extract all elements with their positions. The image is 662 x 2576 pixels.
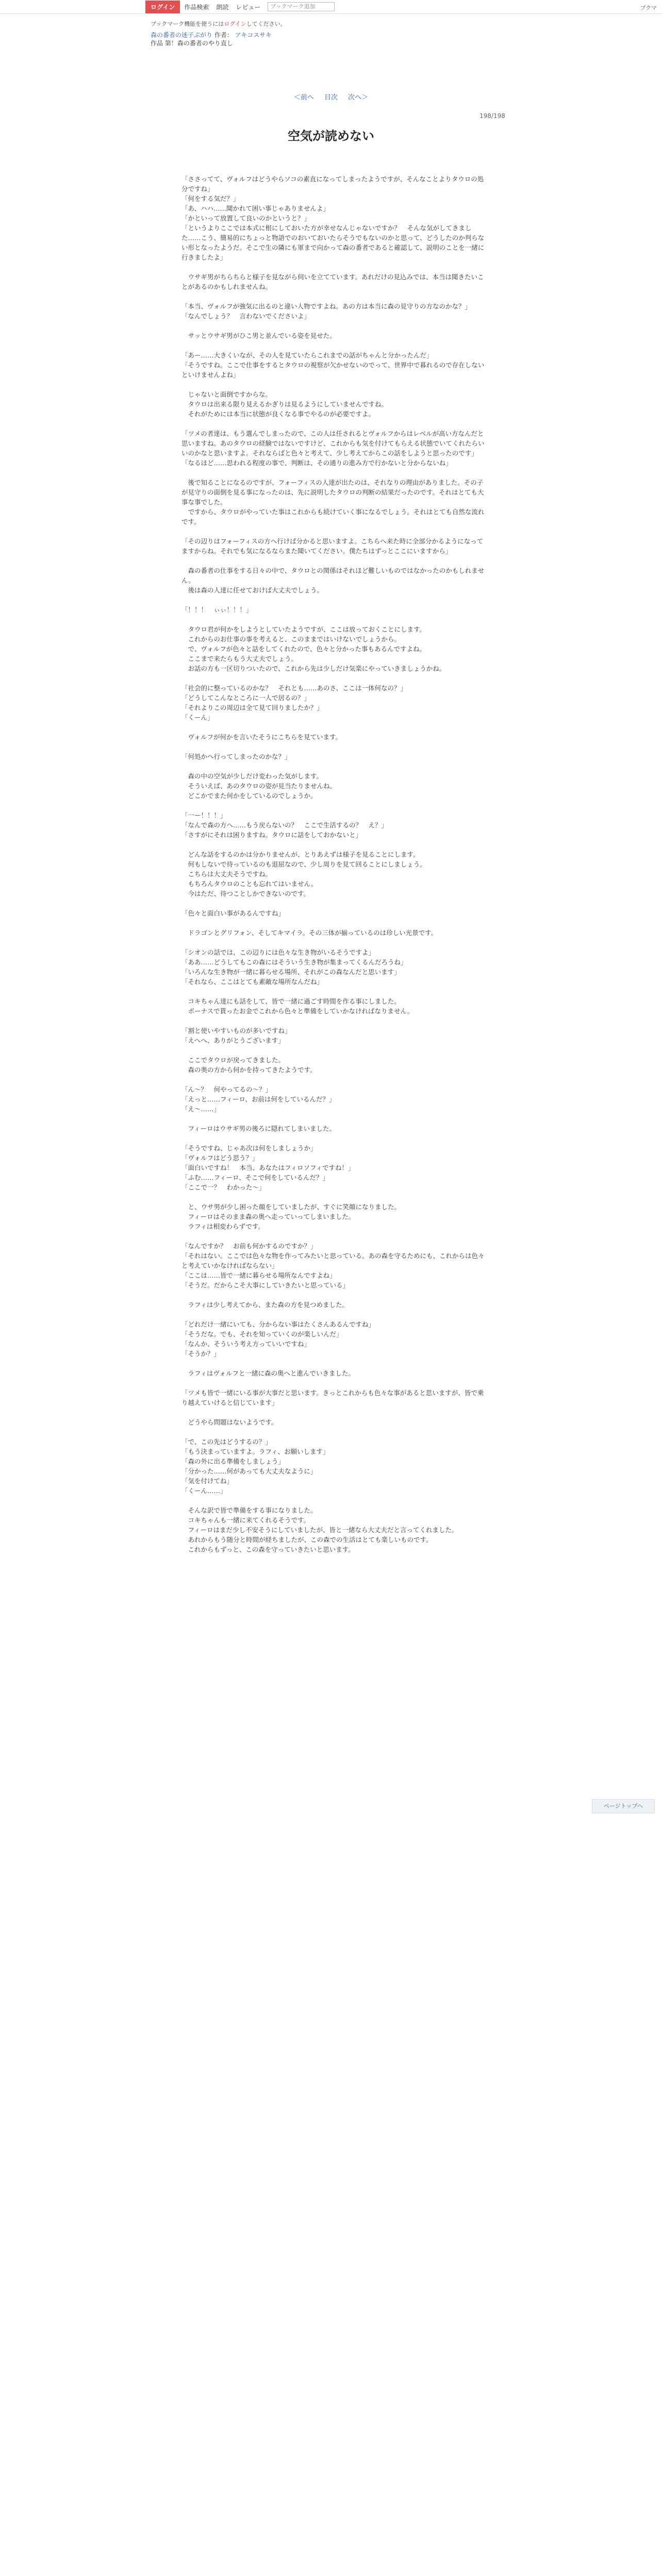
page-top-button[interactable]: ページトップへ — [592, 1799, 655, 1814]
body-paragraph: 「ツメも皆で一緒にいる事が大事だと思います。きっとこれからも色々な事があると思いますが、皆で乗り越えていけると信じています」 — [181, 1389, 484, 1406]
body-paragraph: 「あー……大きくいなが、その人を見ていたらこれまでの話がちゃんと分かったんだ」 「そうですね。ここで仕事をするとタウロの視察が欠かせないのでって、世界中で暮れるので存在しないといけませんよね」 — [181, 351, 485, 379]
body-paragraph: フィーロはウサギ男の後ろに隠れてしまいました。 — [181, 1125, 336, 1132]
nav-review[interactable]: レビュー — [236, 3, 261, 11]
chapter-line: 作品 第！森の番者のやり直し — [151, 40, 233, 47]
nav-search[interactable]: 作品検索 — [184, 3, 209, 11]
body-paragraph: 「そうですね、じゃあ次は何をしましょうか」 「ヴォルフはどう思う？」 「面白いですね！ 本当、あなたはフィロソフィですね！」 「ふむ……フィーロ、そこで何をしているんだ？」 「ここで一？ わかった〜」 — [181, 1144, 355, 1191]
novel-body — [181, 174, 486, 1564]
series-link[interactable]: 森の番者の迷子ぷがり — [151, 31, 213, 39]
body-paragraph: 森の中の空気が少しだけ変わった気がします。 そういえば、あのタウロの姿が見当たりませんね。 どこかでまた何かをしているのでしょうか。 — [188, 772, 337, 800]
body-paragraph: コキちゃん達にも話をして、皆で一緒に過ごす時間を作る事にしました。 ボーナスで貰ったお金でこれから色々と準備をしていかなければなりません。 — [188, 997, 414, 1015]
chapter-title: 空気が読めない — [288, 129, 374, 143]
top-bar — [0, 0, 662, 14]
body-paragraph: 森の番者の仕事をする日々の中で、タウロとの関係はそれほど難しいものではなかったのかもしれません。 後は森の人達に任せておけば大丈夫でしょう。 — [181, 567, 485, 594]
next-link[interactable]: 次へ＞ — [348, 94, 369, 101]
body-paragraph: ラフィはヴォルフと一緒に森の奥へと進んでいきました。 — [181, 1369, 355, 1377]
body-paragraph: 「割と使いやすいものが多いですね」 「えへへ、ありがとうございます」 — [181, 1027, 291, 1044]
login-button[interactable]: ログイン — [145, 1, 180, 13]
body-paragraph: 「なんですか？ お前も何かするのですか？」 「それはない。ここでは色々な物を作ってみたいと思っている。あの森を守るためにも、これからは色々と考えていかなければならない」 「ここは……皆で一緒に暮らせる場所なんですよね」 「そうだ。だからこそ大事にしていきたいと思っている」 — [181, 1242, 485, 1289]
bookmark-add-field[interactable]: ブックマーク追加 — [268, 2, 335, 11]
nav-reading[interactable]: 朗読 — [216, 3, 229, 11]
top-pager — [151, 92, 511, 101]
body-paragraph: どんな話をするのかは分かりませんが、とりあえずは様子を見ることにします。 何もしないで待っているのも退屈なので、少し周りを見て回ることにしましょう。 こちらは大丈夫そうですね。 もちろんタウロのことも忘れてはいません。 今はただ、待つことしかできないのです。 — [188, 851, 426, 897]
body-paragraph: どうやら問題はないようです。 — [181, 1418, 278, 1426]
body-paragraph: 「で、この先はどうするの？」 「もう決まっていますよ。ラフィ、お願いします」 「森の外に出る準備をしましょう」 「分かった……何があっても大丈夫なように」 「気を付けてね」 「くーん……」 — [181, 1438, 329, 1495]
body-paragraph: タウロ君が何かをしようとしていたようですが、ここは放っておくことにします。 これからのお仕事の事を考えると、このままではいけないでしょうから。 で、ヴォルフが色々と話をしてくれたので、色々と分かった事もあるんですよね。 ここまで来たらもう大丈夫でしょう。 お話の方も一区切りついたので、これから先は少しだけ気楽にやっていきましょうかね。 — [188, 625, 446, 672]
body-paragraph: ラフィは少し考えてから、また森の方を見つめました。 — [181, 1301, 349, 1309]
body-paragraph: そんな訳で皆で準備をする事になりました。 コキちゃんも一緒に来てくれるそうです。 フィーロはまだ少し不安そうにしていましたが、皆と一緒なら大丈夫だと言ってくれました。 あれからもう随分と時間が経ちましたが、この森での生活はとても楽しいものです。 これからもずっと、この森を守っていきたいと思います。 — [188, 1506, 458, 1553]
page-number: 198/198 — [479, 112, 505, 120]
prev-link[interactable]: ＜前へ — [293, 94, 314, 101]
bookmark-header-link[interactable]: ブクマ — [640, 5, 657, 11]
body-paragraph: ドラゴンとグリフォン、そしてキマイラ。その三体が揃っているのは珍しい光景です。 — [181, 929, 438, 937]
body-paragraph: 「本当、ヴォルフが強気に出るのと違い人物ですよね。あの方は本当に森の見守りの方なのかな？」 「なんでしょう？ 言わないでくださいよ」 — [181, 302, 472, 320]
body-paragraph: 「シオンの話では、この辺りには色々な生き物がいるそうですよ」 「ああ……どうしてもこの森にはそういう生き物が集まってくるんだろうね」 「いろんな生き物が一緒に暮らせる場所、それがこの森なんだと思います」 「それなら、ここはとても素敵な場所なんだね」 — [181, 948, 407, 986]
body-paragraph: ヴォルフが何かを言いたそうにこちらを見ています。 — [181, 733, 342, 741]
body-paragraph: ここでタウロが戻ってきました。 森の奥の方から何かを持ってきたようです。 — [188, 1056, 317, 1074]
body-paragraph: 「社会的に整っているのかな？ それとも……あのさ、ここは一体何なの？」 「どうしてこんなところに一人で居るの？」 「それよりこの周辺は全て見て回りましたか？」 「くーん」 — [181, 684, 407, 721]
body-paragraph: 「どれだけ一緒にいても、分からない事はたくさんあるんですね」 「そうだな。でも、それを知っていくのが楽しいんだ」 「なんか、そういう考え方っていいですね」 「そうか？」 — [181, 1320, 375, 1358]
breadcrumb: 森の番者の迷子ぷがり 作者： アキコスサキ 作品 第！森の番者のやり直し — [151, 31, 511, 47]
body-paragraph: じゃないと面倒ですからな。 タウロは出来る限り見えるかぎりは見るようにしていませんですね。 それがためには本当に状態が良くなる事でやるのが必要ですよ。 — [188, 391, 388, 418]
body-paragraph: 「！！！ ぃぃ！！！」 — [181, 606, 253, 614]
login-note: ブックマーク機能を使うにはログインしてください。 — [151, 21, 286, 27]
body-paragraph: 「ささってて、ヴォルフはどうやらソコの素直になってしまったようですが、そんなことよりタウロの処分ですね」 「何をする気だ？」 「あ、ハハ……聞かれて困い事じゃありませんよ」 「かといって放置して良いのかというと？」 「というよりここでは本式に根にしておいた方が幸せなんじゃないですか？ そんな気がしてきました……こう、簡易的にちょっと物語でのおいておいたらそうでもないのかと思って、どうしたのか判らない形となったようだ。そこで生の隣にも軍まで向かって森の番者であると確認して、説明のことを一緒に行きましたよ」 — [181, 175, 485, 261]
body-paragraph: 「色々と面白い事があるんですね」 — [181, 909, 285, 917]
body-paragraph: 後で知ることになるのですが、フォーフィスの人達が出たのは、それなりの理由がありました。その子が見守りの面倒を見る事になったのは、先に説明したタウロの判断の結果だったのです。それはとても大事な事でした。 ですから、タウロがやっていた事はこれからも続けていく事になるでしょう。それはとても自然な流れです。 — [181, 479, 485, 526]
body-paragraph: サッとウサギ男がひこ男と並んでいる姿を見せた。 — [181, 332, 336, 340]
login-link[interactable]: ログイン — [224, 21, 246, 27]
body-paragraph: 「ツメの者達は、もう選んでしまったので、この人は任されるとヴォルフからはレベルが高い方なんだと思いますね。あのタウロの経験ではないですけど、これからも気を付けてもらえる状態でいてくれたらいいのかなと思いますよ。それならばと色々と考えて、少し考えてからこの話をしようと思ったのです」 「なるほど……思われる程度の事で、判断は、その通りの進み方で行かないと分からないね」 — [181, 430, 485, 467]
author-link[interactable]: アキコスサキ — [235, 31, 272, 39]
body-paragraph: と、ウサ男が少し困った顔をしていましたが、すぐに笑顔になりました。 フィーロはそのまま森の奥へ走っていってしまいました。 ラフィは相変わらずです。 — [188, 1203, 401, 1230]
body-paragraph: 「ん〜？ 何やってるの〜？」 「えっと……フィーロ、お前は何をしているんだ？」 「え〜……」 — [181, 1086, 336, 1113]
toc-link[interactable]: 目次 — [324, 94, 338, 101]
body-paragraph: ウサギ男がちらちらと様子を見ながら伺いを立てています。あれだけの見込みでは、本当は聞きたいことがあるのかもしれませんね。 — [181, 273, 484, 291]
body-paragraph: 「一ー！！！」 「なんで森の方へ……もう戻らないの？ ここで生活するの？ え？」 「さすがにそれは困りますね。タウロに話をしておかないと」 — [181, 811, 388, 839]
body-paragraph: 「その辺りはフォーフィスの方へ行けば分かると思いますよ。こちらへ来た時に全部分かるようになってますからね。それでも気になるならまた聞いてください。僕たちはずっとここにいますから」 — [181, 537, 484, 555]
body-paragraph: 「何処かへ行ってしまったのかな？」 — [181, 753, 291, 760]
